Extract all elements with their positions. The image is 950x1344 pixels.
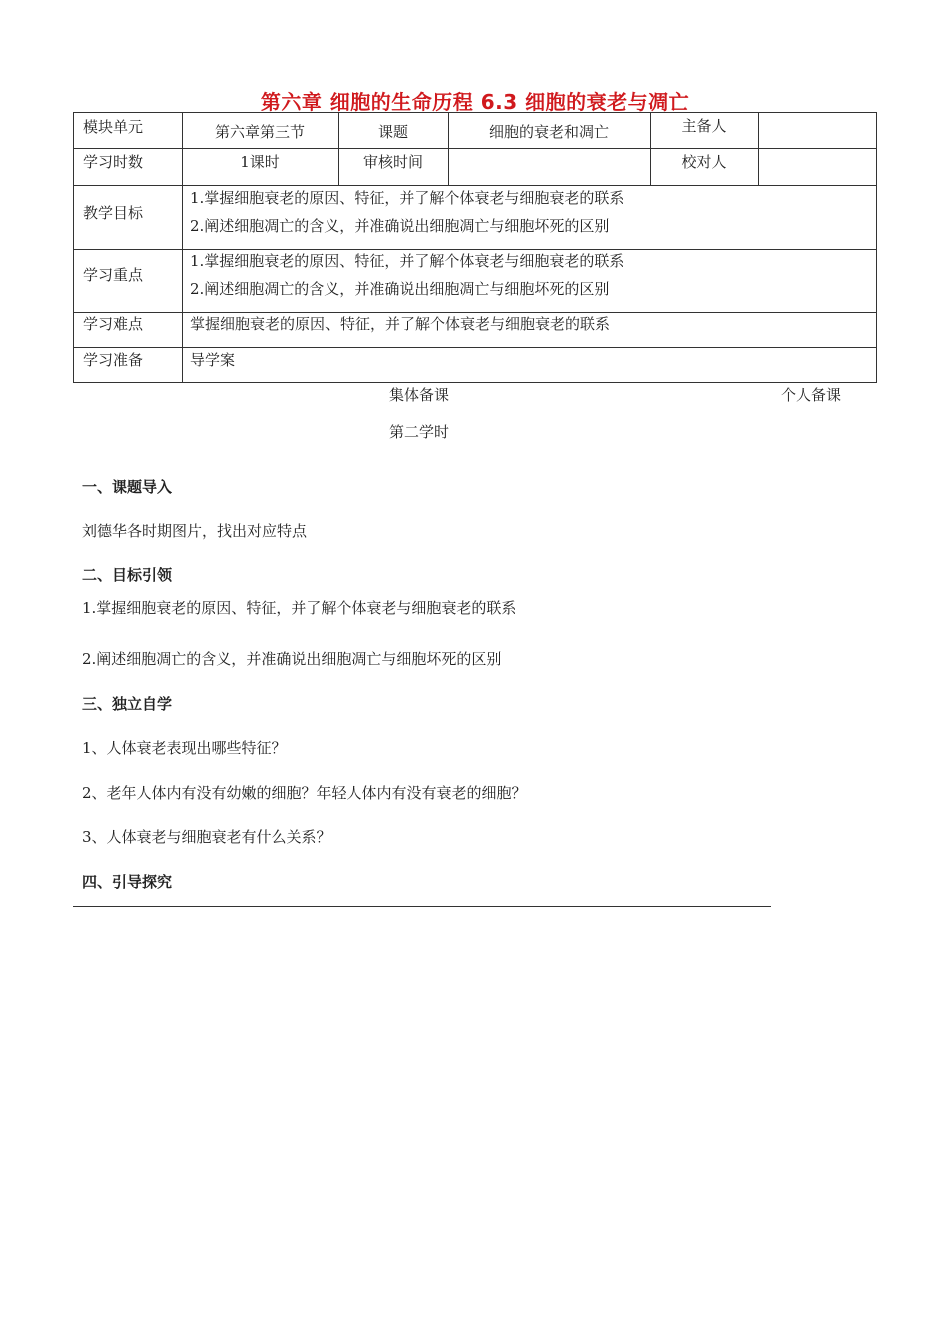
study-time-label: 学习时数 [83, 153, 144, 171]
objectives-label: 教学目标 [83, 204, 144, 222]
preparation-label: 学习准备 [83, 351, 144, 369]
lesson-info-table [73, 112, 877, 383]
objectives-line-2: 2.阐述细胞凋亡的含义，并准确说出细胞凋亡与细胞坏死的区别 [190, 217, 610, 235]
lesson-number: 第二学时 [389, 423, 450, 441]
table-row-divider [74, 185, 876, 186]
table-row-divider [74, 312, 876, 313]
review-time-label: 审核时间 [362, 153, 423, 171]
section-heading-intro: 一、课题导入 [82, 478, 173, 496]
section-heading-self-study: 三、独立自学 [82, 695, 173, 713]
objectives-line-1: 1.掌握细胞衰老的原因、特征，并了解个体衰老与细胞衰老的联系 [190, 189, 625, 207]
question-3: 3、人体衰老与细胞衰老有什么关系？ [82, 828, 332, 846]
difficulties-label: 学习难点 [83, 315, 144, 333]
intro-text: 刘德华各时期图片，找出对应特点 [82, 522, 308, 540]
topic-value: 细胞的衰老和凋亡 [488, 123, 609, 141]
goal-line-1: 1.掌握细胞衰老的原因、特征，并了解个体衰老与细胞衰老的联系 [82, 599, 517, 617]
checker-label: 校对人 [681, 153, 727, 171]
key-points-line-2: 2.阐述细胞凋亡的含义，并准确说出细胞凋亡与细胞坏死的区别 [190, 280, 610, 298]
table-col-divider [758, 113, 759, 185]
question-2: 2、老年人体内有没有幼嫩的细胞？年轻人体内有没有衰老的细胞？ [82, 784, 527, 802]
author-label: 主备人 [681, 117, 727, 135]
module-value: 第六章第三节 [214, 123, 305, 141]
preparation-text: 导学案 [190, 351, 236, 369]
table-row-divider [74, 347, 876, 348]
topic-label: 课题 [377, 123, 408, 141]
section-divider-line [73, 906, 771, 907]
section-heading-goals: 二、目标引领 [82, 566, 173, 584]
section-heading-inquiry: 四、引导探究 [82, 873, 173, 891]
page-title: 第六章 细胞的生命历程 6.3 细胞的衰老与凋亡 [260, 90, 690, 114]
table-row-divider [74, 148, 876, 149]
personal-prep-label: 个人备课 [781, 386, 842, 404]
question-1: 1、人体衰老表现出哪些特征？ [82, 739, 287, 757]
key-points-label: 学习重点 [83, 266, 144, 284]
study-time-value: 1课时 [240, 153, 280, 171]
key-points-line-1: 1.掌握细胞衰老的原因、特征，并了解个体衰老与细胞衰老的联系 [190, 252, 625, 270]
table-row-divider [74, 249, 876, 250]
group-prep-label: 集体备课 [389, 386, 450, 404]
difficulties-text: 掌握细胞衰老的原因、特征，并了解个体衰老与细胞衰老的联系 [190, 315, 611, 333]
goal-line-2: 2.阐述细胞凋亡的含义，并准确说出细胞凋亡与细胞坏死的区别 [82, 650, 502, 668]
module-label: 模块单元 [83, 118, 144, 136]
